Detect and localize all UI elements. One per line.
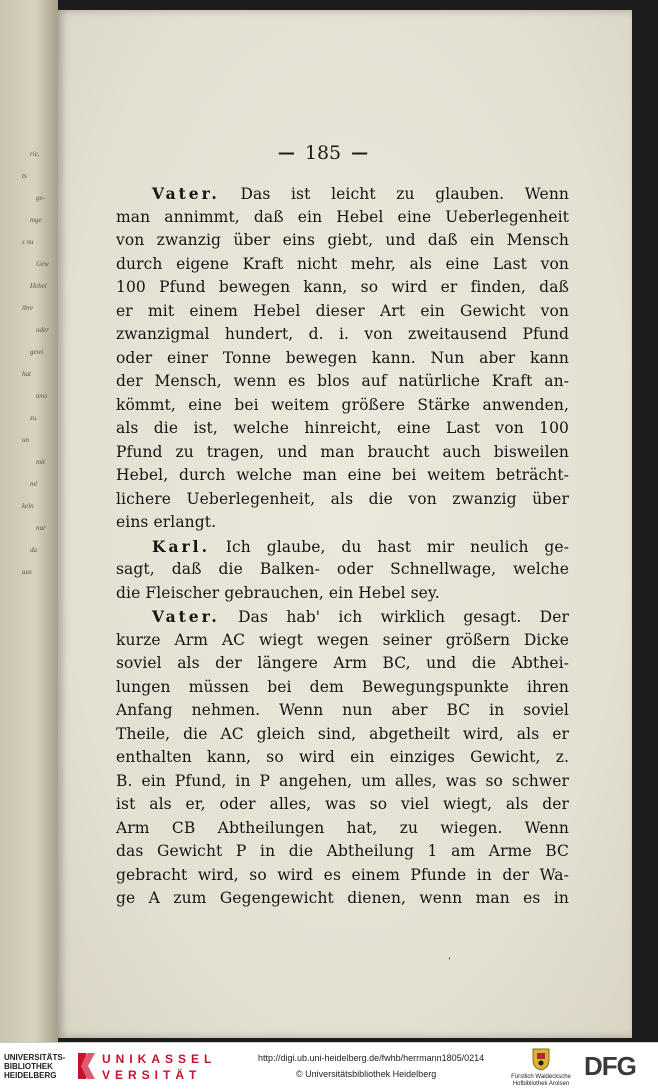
text-line <box>116 793 569 817</box>
heidelberg-line-1: UNIVERSITÄTS- <box>4 1053 66 1062</box>
line-text: lungen müssen bei dem Bewegungspunkte ihren <box>116 677 569 696</box>
line-text: lichere Ueberlegenheit, als die von zwanzig über <box>116 489 569 508</box>
prev-page-fragment: Gew <box>36 260 49 268</box>
prev-page-fragment: s nu <box>22 238 34 246</box>
arolsen-line-2: Hofbibliothek Arolsen <box>512 1081 570 1087</box>
heidelberg-logo[interactable] <box>4 1053 68 1085</box>
text-line <box>116 347 569 371</box>
text-line <box>116 276 569 300</box>
line-text: 100 Pfund bewegen kann, so wird er finden, daß <box>116 278 569 296</box>
speaker-label: Karl. <box>152 536 210 556</box>
line-text: gebracht wird, so wird es einem Pfunde in der Wa- <box>116 865 569 884</box>
line-text: man annimmt, daß ein Hebel eine Ueberlegenheit <box>116 207 569 226</box>
text-line <box>116 323 569 347</box>
prev-page-fragment: zu. <box>30 414 38 422</box>
prev-page-fragment: un <box>22 436 29 444</box>
prev-page-fragment: ml <box>30 480 37 488</box>
prev-page-fragment: rie, <box>30 150 40 158</box>
line-text: Arm CB Abtheilungen hat, zu wiegen. Wenn <box>116 818 569 837</box>
heidelberg-line-2: BIBLIOTHEK <box>4 1062 53 1071</box>
line-text: ist als er, oder alles, was so viel wiegt, als der <box>116 795 569 813</box>
text-line <box>116 887 569 911</box>
prev-page-fragment: mit <box>36 458 45 466</box>
text-line <box>116 394 569 418</box>
heidelberg-line-3: HEIDELBERG <box>4 1071 57 1080</box>
text-line <box>116 488 569 512</box>
page-number: 185 <box>304 142 342 164</box>
text-line <box>116 840 569 864</box>
line-text: enthalten kann, so wird ein einziges Gewicht, z. <box>116 748 569 766</box>
prev-page-fragment: aus <box>22 568 32 576</box>
text-line <box>116 464 569 488</box>
kassel-mark-icon <box>76 1051 96 1081</box>
text-line <box>116 699 569 723</box>
text-line <box>116 253 569 277</box>
text-line <box>116 511 569 535</box>
speaker-label: Vater. <box>152 184 220 203</box>
line-text: Anfang nehmen. Wenn nun aber BC in soviel <box>116 701 569 719</box>
permalink-url[interactable]: http://digi.ub.uni-heidelberg.de/fwhb/herrmann1805/0214 <box>258 1053 485 1063</box>
text-line <box>116 370 569 394</box>
crest-icon <box>532 1047 550 1071</box>
line-text: als die ist, welche hinreicht, eine Last von 100 <box>116 419 569 437</box>
text-line <box>116 558 569 582</box>
text-line <box>116 629 569 653</box>
line-text: ge A zum Gegengewicht dienen, wenn man es in <box>116 889 569 907</box>
text-line <box>116 441 569 465</box>
text-line <box>116 676 569 700</box>
line-text: Pfund zu tragen, und man braucht auch bisweilen <box>116 442 569 461</box>
line-text: eins erlangt. <box>116 513 217 531</box>
header-dash-left: — <box>277 143 295 163</box>
text-line <box>116 723 569 747</box>
line-text: kurze Arm AC wiegt wegen seiner größern Dicke <box>116 630 569 649</box>
line-text: die Fleischer gebrauchen, ein Hebel sey. <box>116 583 440 602</box>
line-text: von zwanzig über eins giebt, und daß ein Mensch <box>116 231 569 249</box>
kassel-logo[interactable] <box>76 1051 236 1085</box>
line-text: das Gewicht P in die Abtheilung 1 am Arme BC <box>116 842 569 860</box>
prev-page-fragment: da <box>30 546 37 554</box>
prev-page-fragment: tens <box>36 392 48 400</box>
prev-page-fragment: ihre <box>22 304 34 312</box>
header-dash-right: — <box>351 143 369 163</box>
text-line <box>116 206 569 230</box>
line-text: Das hab' ich wirklich gesagt. Der <box>238 608 569 626</box>
prev-page-fragment: oder <box>36 326 49 334</box>
footer-bar <box>0 1042 658 1090</box>
dfg-logo[interactable]: DFG <box>584 1051 636 1081</box>
line-text: zwanzigmal hundert, d. i. von zweitausend Pfund <box>116 325 569 343</box>
text-line <box>116 652 569 676</box>
line-text: der Mensch, wenn es blos auf natürliche Kraft an- <box>116 372 569 390</box>
page-header <box>258 140 388 166</box>
line-text: sagt, daß die Balken- oder Schnellwage, welche <box>116 560 569 578</box>
prev-page-fragment: kein <box>22 502 34 510</box>
prev-page-fragment: Hebel <box>30 282 47 290</box>
arolsen-logo[interactable] <box>508 1047 574 1087</box>
line-text: B. ein Pfund, in P angehen, um alles, was so schwer <box>116 771 569 790</box>
prev-page-fragment: mge <box>30 216 42 224</box>
text-line <box>116 182 569 206</box>
kassel-bottom-text: VERSITÄT <box>102 1068 202 1082</box>
text-line <box>116 605 569 629</box>
text-line <box>116 582 569 606</box>
text-line <box>116 817 569 841</box>
line-text: Ich glaube, du hast mir neulich ge- <box>225 537 569 556</box>
prev-page-fragment: ts <box>22 172 27 180</box>
prev-page-fragment: gewi <box>30 348 44 356</box>
speaker-label: Vater. <box>152 607 220 626</box>
prev-page-fragment: nur <box>36 524 46 532</box>
previous-page-edge <box>0 0 58 1042</box>
prev-page-fragment: hat <box>22 370 31 378</box>
copyright-text: © Universitätsbibliothek Heidelberg <box>296 1069 437 1079</box>
kassel-top-text: UNIKASSEL <box>102 1052 217 1066</box>
line-text: Hebel, durch welche man eine bei weitem beträcht- <box>116 466 569 484</box>
line-text: er mit einem Hebel dieser Art ein Gewicht von <box>116 301 569 320</box>
book-page <box>58 10 632 1038</box>
line-text: Das ist leicht zu glauben. Wenn <box>240 185 570 203</box>
line-text: oder einer Tonne bewegen kann. Nun aber kann <box>116 348 569 367</box>
line-text: soviel als der längere Arm BC, und die Abthei- <box>116 654 569 672</box>
line-text: durch eigene Kraft nicht mehr, als eine Last von <box>116 254 569 273</box>
text-line <box>116 746 569 770</box>
line-text: kömmt, eine bei weitem größere Stärke anwenden, <box>116 395 569 414</box>
text-line <box>116 535 569 559</box>
page-text <box>116 182 569 911</box>
arolsen-line-1: Fürstlich Waldecksche <box>511 1074 571 1080</box>
text-line <box>116 417 569 441</box>
text-line <box>116 300 569 324</box>
line-text: Theile, die AC gleich sind, abgetheilt wird, als er <box>116 724 569 743</box>
text-line <box>116 229 569 253</box>
prev-page-fragment: ge- <box>36 194 45 202</box>
text-line <box>116 770 569 794</box>
text-line <box>116 864 569 888</box>
ink-mark: ˌ <box>448 950 451 961</box>
